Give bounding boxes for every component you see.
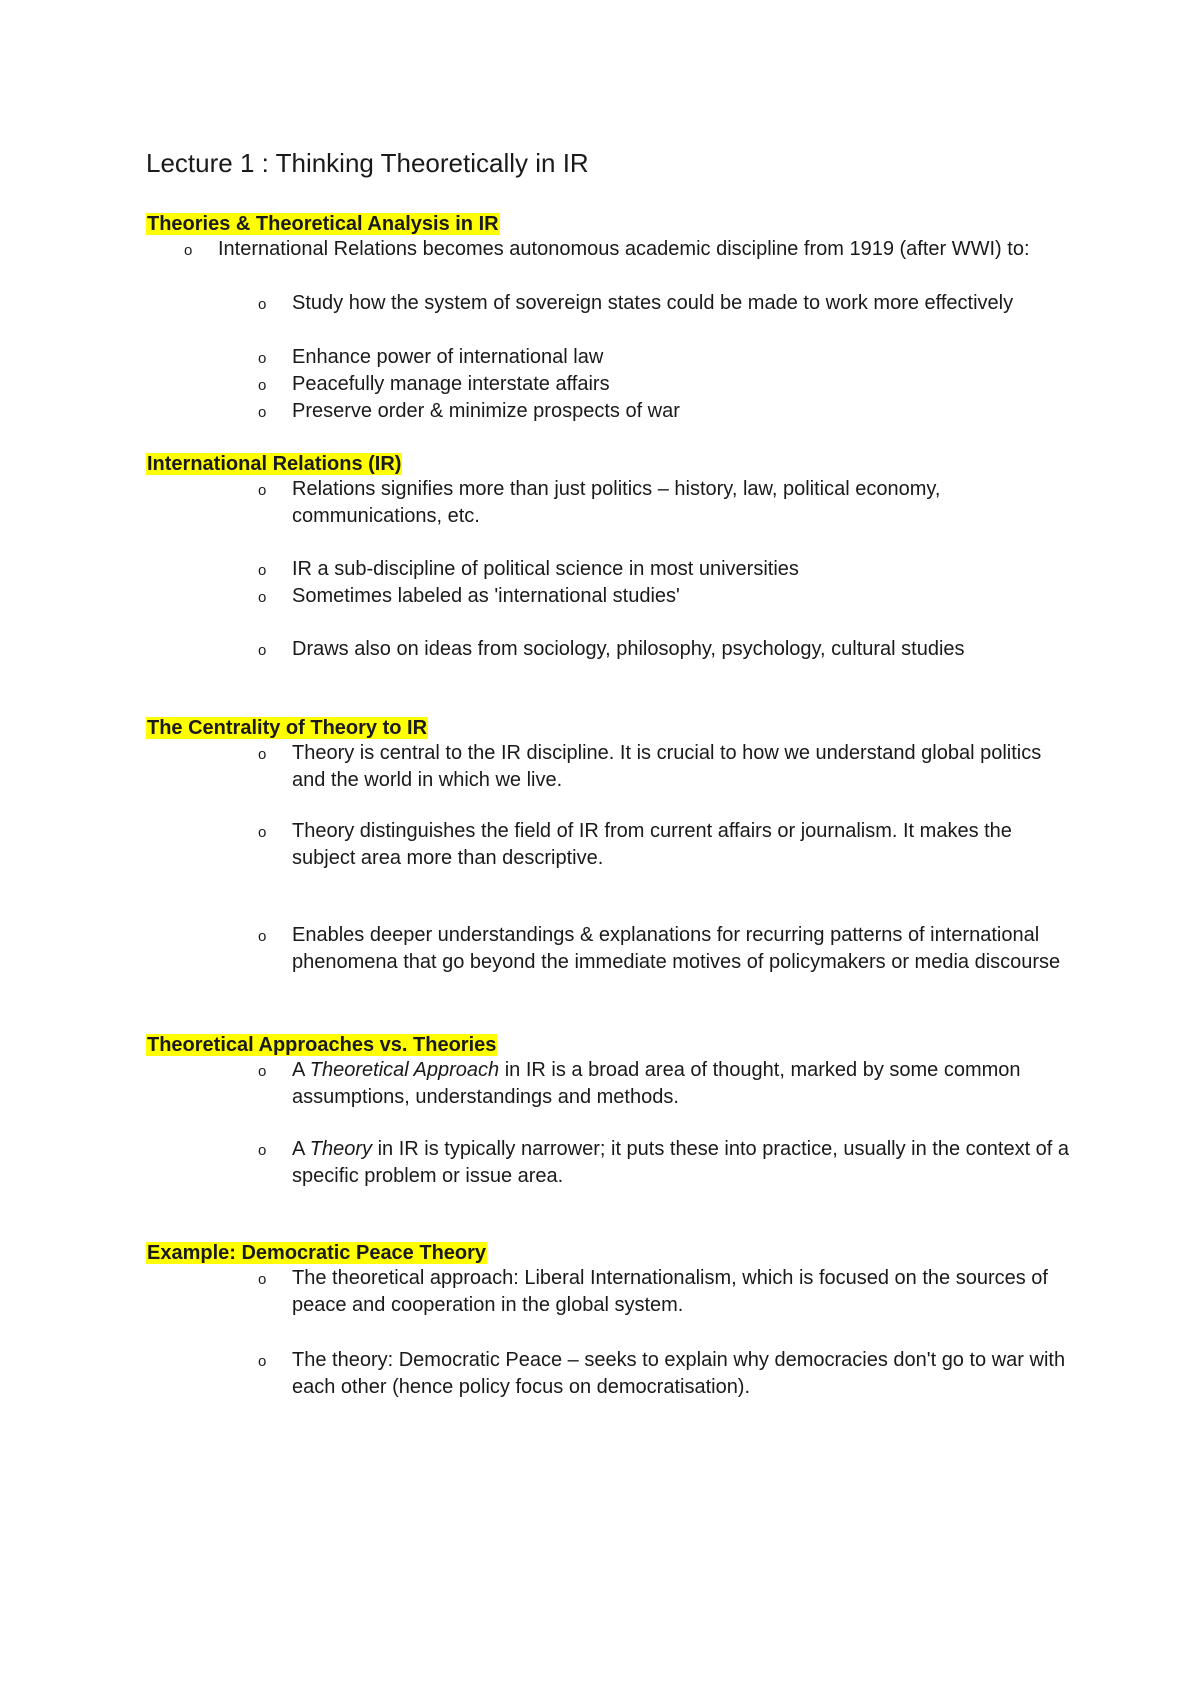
list-item: o International Relations becomes autonomous academic discipline from 1919 (after WWI) to: [182,236,1064,263]
list-item: o The theory: Democratic Peace – seeks to explain why democracies don't go to war with each other (hence policy focus on democratisation). [258,1349,1066,1398]
list-item: o IR a sub-discipline of political science in most universities [256,556,1072,583]
bullet-icon: o [258,642,267,659]
list-item: o Peacefully manage interstate affairs [256,371,1072,398]
list-item: o Theory distinguishes the field of IR from current affairs or journalism. It makes the subject area more than descriptive. [258,820,1012,869]
bullet-icon: o [258,746,267,763]
bullet-icon: o [258,377,267,394]
bullet-icon: o [258,589,267,606]
section-heading-ir: International Relations (IR) [147,453,402,475]
section-heading-approaches: Theoretical Approaches vs. Theories [147,1034,497,1056]
list-item: o Preserve order & minimize prospects of war [256,398,1072,425]
bullet-icon: o [258,928,267,945]
bullet-icon: o [258,1142,267,1159]
bullet-icon: o [258,1353,267,1370]
bullet-icon: o [184,242,193,259]
bullet-icon: o [258,562,267,579]
list-item: o A Theory in IR is typically narrower; it puts these into practice, usually in the context of a specific problem or issue area. [258,1138,1070,1187]
section-heading-theories: Theories & Theoretical Analysis in IR [147,213,499,235]
list-item: o Sometimes labeled as 'international studies' [256,583,1072,610]
list-item: o Draws also on ideas from sociology, philosophy, psychology, cultural studies [256,636,1072,663]
list-item: o Relations signifies more than just politics – history, law, political economy, communications, etc. [258,478,941,527]
list-item: o Enhance power of international law [256,344,1072,371]
list-item: o Study how the system of sovereign states could be made to work more effectively [256,290,1072,317]
bullet-icon: o [258,296,267,313]
list-item: o Enables deeper understandings & explanations for recurring patterns of international phenomena that go beyond the immediate motives of policymakers or media discourse [258,924,1061,973]
bullet-icon: o [258,1271,267,1288]
bullet-icon: o [258,1063,267,1080]
list-item: o The theoretical approach: Liberal Internationalism, which is focused on the sources of peace and cooperation in the global system. [258,1267,1048,1316]
page-title: Lecture 1 : Thinking Theoretically in IR [146,148,589,178]
section-heading-example: Example: Democratic Peace Theory [147,1242,487,1264]
bullet-icon: o [258,350,267,367]
bullet-icon: o [258,824,267,841]
bullet-icon: o [258,404,267,421]
list-item: o A Theoretical Approach in IR is a broad area of thought, marked by some common assumptions, understandings and methods. [258,1059,1021,1108]
list-item: o Theory is central to the IR discipline. It is crucial to how we understand global politics and the world in which we live. [258,742,1042,791]
section-heading-centrality: The Centrality of Theory to IR [147,717,428,739]
bullet-icon: o [258,482,267,499]
